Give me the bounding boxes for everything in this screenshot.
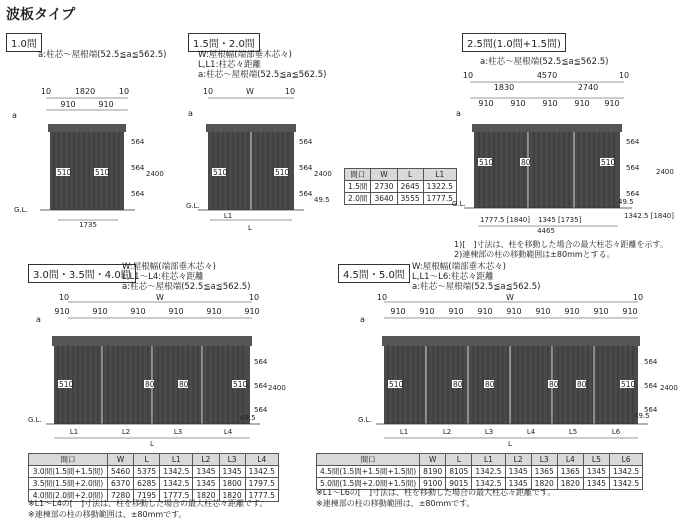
bottom-dim-l4: L4	[526, 428, 536, 436]
dim-sub-1: 910	[390, 307, 406, 316]
right-dim-1: 564	[131, 138, 145, 146]
dim-top-mid: 4570	[536, 71, 558, 80]
bottom-dim-l1: L1	[69, 428, 79, 436]
inner-510-right: 510	[95, 168, 110, 177]
dim-sub-4: 910	[168, 307, 184, 316]
dim-sub-2: 910	[98, 100, 114, 109]
note-w: W:屋根幅(端部垂木芯々)	[412, 262, 506, 272]
bottom-dim-l5: L5	[568, 428, 578, 436]
dim-a: a	[456, 109, 461, 118]
footnote-2: ※連棟部の柱の移動範囲は、±80mmです。	[316, 499, 475, 508]
td: 3.5間(1.5間+2.0間)	[29, 478, 108, 490]
right-dim-total: 2400	[146, 170, 164, 178]
note-a: a:柱芯～屋根端(52.5≦a≦562.5)	[198, 70, 327, 80]
dim-top-left: 10	[40, 87, 52, 96]
td: 1820	[219, 490, 245, 502]
right-dim-2: 564	[131, 164, 145, 172]
footnote-1: ※L1～L4の[ ]寸法は、柱を移動した場合の最大柱芯々距離です。	[28, 499, 268, 508]
td: 1777.5	[423, 193, 456, 205]
th: L4	[557, 454, 583, 466]
td: 1345	[219, 466, 245, 478]
th: 間口	[317, 454, 420, 466]
spec-table-1-5	[344, 168, 457, 205]
gl-label: G.L.	[452, 200, 466, 208]
spec-table-4-5	[316, 453, 643, 490]
th: W	[420, 454, 446, 466]
inner-80: 80	[521, 158, 531, 167]
inner-510-left: 510	[57, 168, 72, 177]
dim-top-mid: W	[156, 293, 164, 302]
dim-sub-9: 910	[622, 307, 638, 316]
th: L	[446, 454, 472, 466]
td: 1345	[583, 478, 609, 490]
td: 6370	[108, 478, 134, 490]
td: 5.0間(1.5間+2.0間+1.5間)	[317, 478, 420, 490]
right-dim-total: 2400	[268, 384, 286, 392]
td: 1365	[557, 466, 583, 478]
td: 2730	[371, 181, 397, 193]
dim-sub-2: 910	[510, 99, 526, 108]
dim-sub-6: 910	[244, 307, 260, 316]
elevation-4-5	[338, 292, 696, 448]
dim-top-left: 10	[202, 87, 214, 96]
dim-top-left: 10	[376, 293, 388, 302]
th: 間口	[345, 169, 371, 181]
td: 8105	[446, 466, 472, 478]
dim-sub-4: 910	[477, 307, 493, 316]
inner-510-left: 510	[389, 380, 404, 389]
right-dim-2: 564	[299, 164, 313, 172]
right-dim-base: 49.5	[314, 196, 330, 204]
td: 1777.5	[245, 490, 278, 502]
dim-sub-5: 910	[506, 307, 522, 316]
dim-top-left: 10	[462, 71, 474, 80]
td: 1342.5	[609, 478, 642, 490]
bottom-dim-l2: L2	[121, 428, 131, 436]
elevation-2-5	[448, 68, 696, 236]
dim-mid-2: 2740	[577, 83, 599, 92]
note-l: L,L1:柱芯々距離	[198, 60, 261, 70]
dim-sub-3: 910	[542, 99, 558, 108]
elevation-1-5	[186, 84, 346, 234]
bottom-dim-l: L	[248, 224, 252, 232]
td: 1800	[219, 478, 245, 490]
elevation-3-0	[28, 292, 290, 448]
section-label-1-5: 1.5間・2.0間	[188, 33, 260, 52]
bottom-dim-l4: L4	[223, 428, 233, 436]
td: 1345	[505, 466, 531, 478]
note-a: a:柱芯～屋根端(52.5≦a≦562.5)	[38, 50, 167, 60]
dim-sub-4: 910	[574, 99, 590, 108]
note-2: 2)連棟部の柱の移動範囲は±80mmとする。	[454, 250, 615, 259]
td: 1342.5	[472, 478, 505, 490]
right-dim-1: 564	[299, 138, 313, 146]
th: L2	[505, 454, 531, 466]
td: 2645	[397, 181, 423, 193]
dim-sub-6: 910	[535, 307, 551, 316]
dim-sub-1: 910	[478, 99, 494, 108]
dim-top-mid: W	[506, 293, 514, 302]
gl-label: G.L.	[28, 416, 42, 424]
inner-510-right: 510	[275, 168, 290, 177]
note-a: a:柱芯～屋根端(52.5≦a≦562.5)	[122, 282, 251, 292]
td: 3640	[371, 193, 397, 205]
inner-510-right: 510	[621, 380, 636, 389]
th: L3	[531, 454, 557, 466]
bottom-dim-l6: L6	[611, 428, 621, 436]
bottom-dim-l: L	[150, 440, 154, 448]
dim-sub-2: 910	[92, 307, 108, 316]
dim-a: a	[360, 315, 365, 324]
right-dim-1: 564	[254, 358, 268, 366]
td: 1345	[583, 466, 609, 478]
th: L1	[160, 454, 193, 466]
th: L1	[472, 454, 505, 466]
th: L3	[219, 454, 245, 466]
td: 3.0間(1.5間+1.5間)	[29, 466, 108, 478]
inner-80-b: 80	[179, 380, 189, 389]
bottom-dim-total: 4465	[537, 227, 555, 235]
inner-510-left: 510	[479, 158, 494, 167]
td: 1345	[505, 478, 531, 490]
th: W	[371, 169, 397, 181]
note-l: L,L1～L4:柱芯々距離	[122, 272, 204, 282]
page-title: 波板タイプ	[6, 7, 76, 23]
right-dim-base: 49.5	[634, 412, 650, 420]
dim-sub-2: 910	[419, 307, 435, 316]
th: L	[397, 169, 423, 181]
bottom-dim-2: 1345 [1735]	[538, 216, 582, 224]
dim-top-mid: W	[246, 87, 254, 96]
right-dim-base: 49.5	[618, 198, 634, 206]
td: 1342.5	[609, 466, 642, 478]
dim-top-right: 10	[284, 87, 296, 96]
dim-sub-5: 910	[206, 307, 222, 316]
td: 1777.5	[160, 490, 193, 502]
dim-top-right: 10	[248, 293, 260, 302]
right-dim-total: 2400	[660, 384, 678, 392]
th: L	[134, 454, 160, 466]
td: 1820	[557, 478, 583, 490]
elevation-1-0	[10, 84, 164, 234]
note-a: a:柱芯～屋根端(52.5≦a≦562.5)	[412, 282, 541, 292]
right-dim-3: 564	[299, 190, 313, 198]
right-dim-3: 564	[626, 190, 640, 198]
dim-mid-1: 1830	[493, 83, 515, 92]
td: 9015	[446, 478, 472, 490]
gl-label: G.L.	[14, 206, 28, 214]
inner-510-right: 510	[601, 158, 616, 167]
td: 1345	[193, 466, 219, 478]
right-dim-total: 2400	[314, 170, 332, 178]
inner-80-d: 80	[577, 380, 587, 389]
td: 5375	[134, 466, 160, 478]
gl-label: G.L.	[186, 202, 200, 210]
th: W	[108, 454, 134, 466]
section-label-1-0: 1.0間	[6, 33, 42, 52]
footnote-2: ※連棟部の柱の移動範囲は、±80mmです。	[28, 510, 187, 519]
section-label-4-5: 4.5間・5.0間	[338, 264, 410, 283]
th: L1	[423, 169, 456, 181]
note-w: W:屋根幅(端部垂木芯々)	[122, 262, 216, 272]
right-dim-1: 564	[626, 138, 640, 146]
td: 1345	[193, 478, 219, 490]
dim-top-right: 10	[618, 71, 630, 80]
td: 1820	[531, 478, 557, 490]
note-1: 1)[ ]寸法は、柱を移動した場合の最大柱芯々距離を示す。	[454, 240, 668, 249]
td: 8190	[420, 466, 446, 478]
dim-sub-3: 910	[448, 307, 464, 316]
bottom-dim-l: L	[508, 440, 512, 448]
dim-top-mid: 1820	[74, 87, 96, 96]
right-dim-total: 2400	[656, 168, 674, 176]
td: 7195	[134, 490, 160, 502]
dim-sub-1: 910	[54, 307, 70, 316]
td: 6285	[134, 478, 160, 490]
right-dim-3: 564	[254, 406, 268, 414]
right-dim-2: 564	[644, 382, 658, 390]
td: 4.0間(2.0間+2.0間)	[29, 490, 108, 502]
inner-80-b: 80	[485, 380, 495, 389]
note-l: L,L1～L6:柱芯々距離	[412, 272, 494, 282]
right-dim-2: 564	[626, 164, 640, 172]
right-dim-base: 49.5	[240, 414, 256, 422]
th: L5	[583, 454, 609, 466]
note-a: a:柱芯～屋根端(52.5≦a≦562.5)	[480, 57, 609, 67]
td: 1322.5	[423, 181, 456, 193]
bottom-dim-l3: L3	[484, 428, 494, 436]
td: 1820	[193, 490, 219, 502]
footnote-1: ※L1～L6の[ ]寸法は、柱を移動した場合の最大柱芯々距離です。	[316, 488, 556, 497]
th: L2	[193, 454, 219, 466]
dim-a: a	[36, 315, 41, 324]
section-label-3-0: 3.0間・3.5間・4.0間	[28, 264, 136, 283]
spec-table-3-0	[28, 453, 279, 502]
td: 1797.5	[245, 478, 278, 490]
right-dim-2: 564	[254, 382, 268, 390]
dim-sub-7: 910	[564, 307, 580, 316]
td: 1365	[531, 466, 557, 478]
gl-label: G.L.	[358, 416, 372, 424]
td: 1342.5	[245, 466, 278, 478]
bottom-dim: 1735	[79, 221, 97, 229]
dim-top-right: 10	[118, 87, 130, 96]
th: L4	[245, 454, 278, 466]
right-dim-3: 564	[644, 406, 658, 414]
td: 1342.5	[160, 478, 193, 490]
note-w: W:屋根幅(端部垂木芯々)	[198, 50, 292, 60]
dim-sub-8: 910	[593, 307, 609, 316]
td: 3555	[397, 193, 423, 205]
right-dim-3: 564	[131, 190, 145, 198]
dim-top-left: 10	[58, 293, 70, 302]
td: 9100	[420, 478, 446, 490]
inner-510-left: 510	[59, 380, 74, 389]
dim-a: a	[12, 111, 17, 120]
dim-sub-1: 910	[60, 100, 76, 109]
dim-top-right: 10	[632, 293, 644, 302]
th: L6	[609, 454, 642, 466]
inner-510-right: 510	[233, 380, 248, 389]
td: 5460	[108, 466, 134, 478]
td: 1342.5	[472, 466, 505, 478]
td: 1.5間	[345, 181, 371, 193]
inner-510-left: 510	[213, 168, 228, 177]
dim-sub-5: 910	[604, 99, 620, 108]
inner-80-a: 80	[453, 380, 463, 389]
bottom-dim-l1: L1	[399, 428, 409, 436]
bottom-dim-l2: L2	[442, 428, 452, 436]
dim-a: a	[188, 109, 193, 118]
td: 7280	[108, 490, 134, 502]
td: 2.0間	[345, 193, 371, 205]
th: 間口	[29, 454, 108, 466]
bottom-dim-l1: L1	[223, 212, 233, 220]
dim-sub-3: 910	[130, 307, 146, 316]
td: 1342.5	[160, 466, 193, 478]
inner-80-c: 80	[549, 380, 559, 389]
section-label-2-5: 2.5間(1.0間+1.5間)	[462, 33, 566, 52]
inner-80-a: 80	[145, 380, 155, 389]
bottom-dim-3: 1342.5 [1840]	[624, 212, 674, 220]
td: 4.5間(1.5間+1.5間+1.5間)	[317, 466, 420, 478]
right-dim-1: 564	[644, 358, 658, 366]
bottom-dim-1: 1777.5 [1840]	[480, 216, 530, 224]
bottom-dim-l3: L3	[173, 428, 183, 436]
